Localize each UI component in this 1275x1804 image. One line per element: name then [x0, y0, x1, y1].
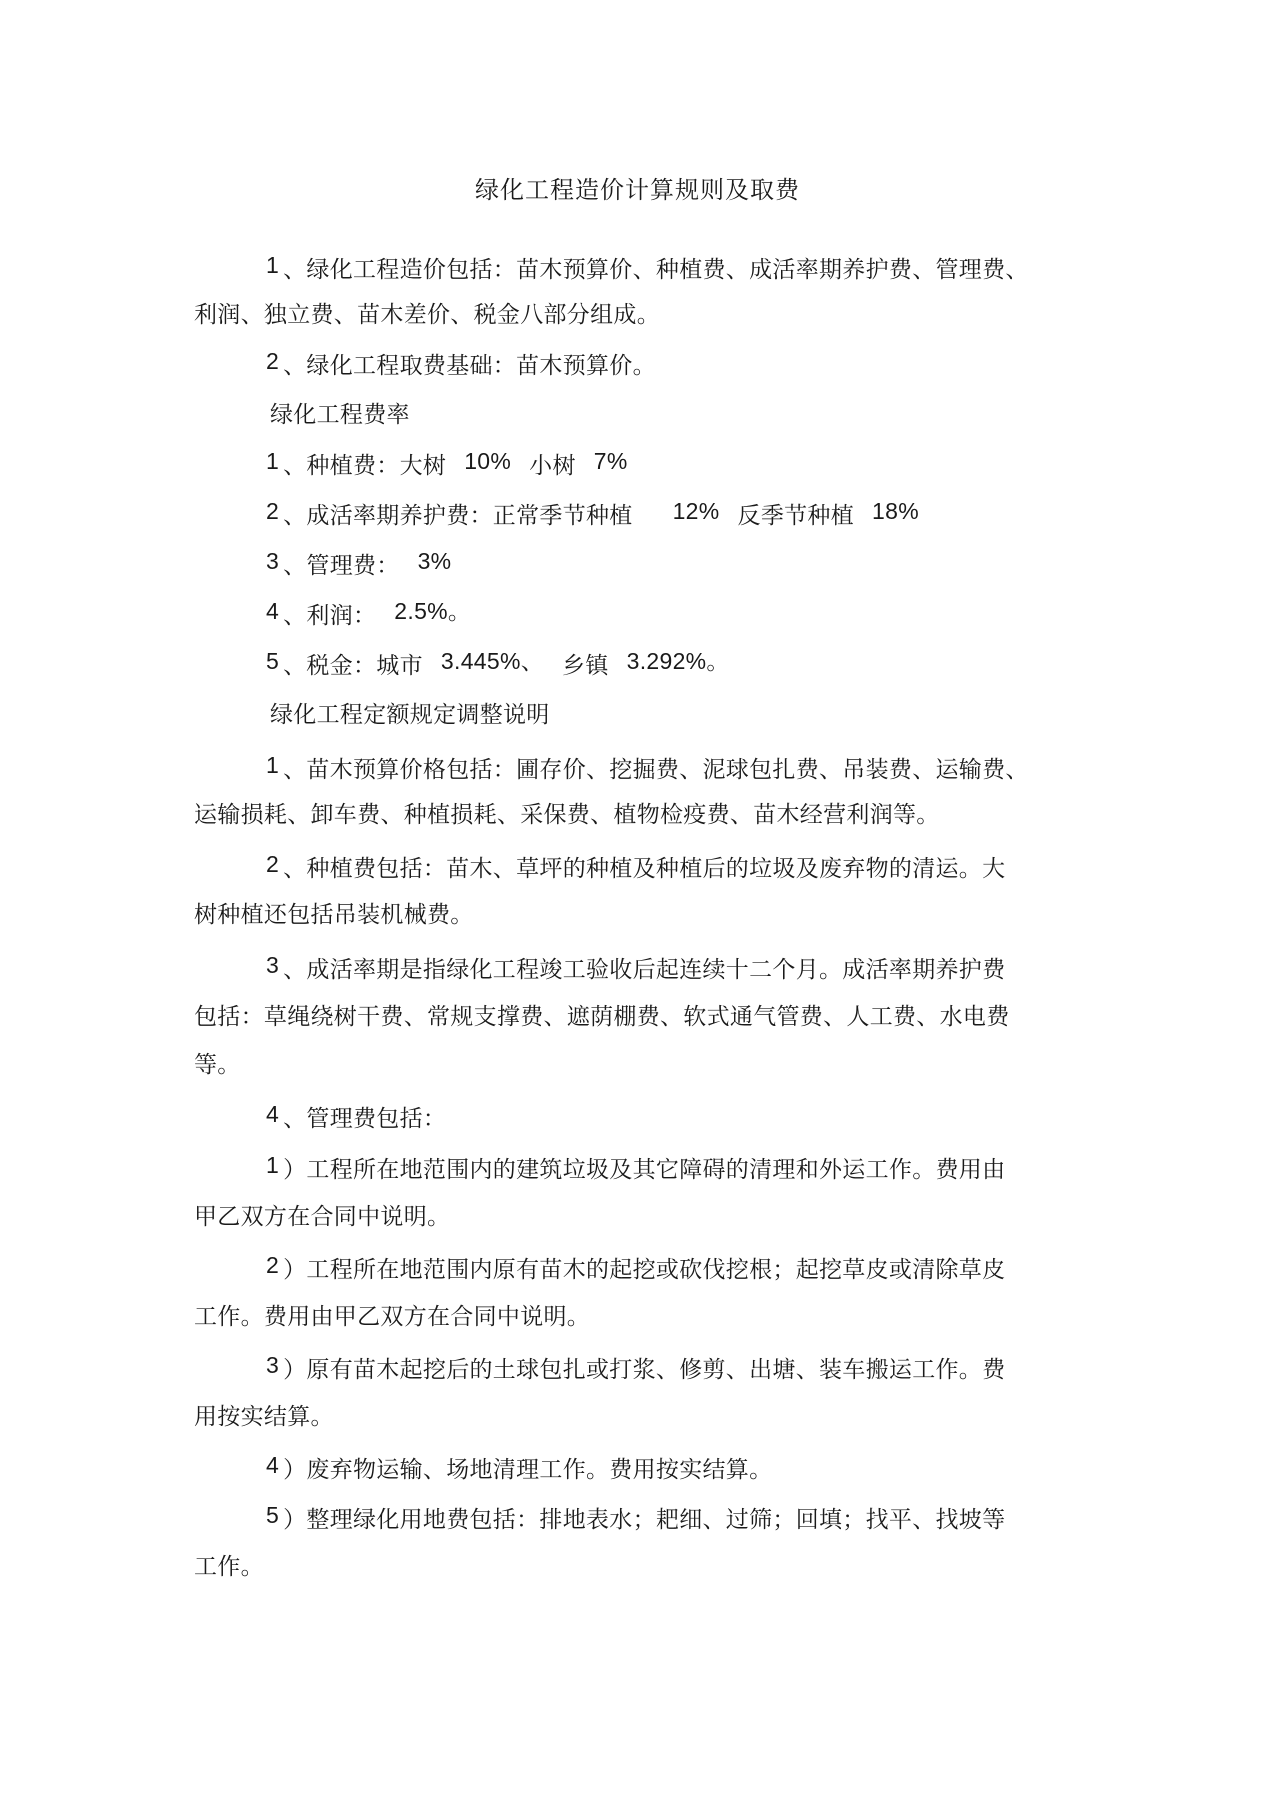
item-number: 3 — [266, 1352, 280, 1378]
adjust-item-1-continued: 运输损耗、卸车费、种植损耗、采保费、植物检疫费、苗木经营利润等。 — [194, 802, 940, 828]
rate-label: 反季节种植 — [737, 503, 855, 529]
item-text: ）工程所在地范围内原有苗木的起挖或砍伐挖根；起挖草皮或清除草皮 — [283, 1257, 1006, 1283]
intro-item-1 — [266, 254, 1029, 285]
item-text: 、管理费包括： — [283, 1106, 447, 1132]
item-text: ）废弃物运输、场地清理工作。费用按实结算。 — [283, 1457, 773, 1483]
item-text: 、绿化工程造价包括：苗木预算价、种植费、成活率期养护费、管理费、 — [283, 257, 1029, 283]
item-number: 4 — [266, 1452, 280, 1478]
item-number: 1 — [266, 1152, 280, 1178]
rate-value: 3.445%、 — [440, 648, 545, 674]
item-number: 3 — [266, 548, 280, 574]
item-number: 2 — [266, 348, 280, 374]
item-number: 1 — [266, 448, 280, 474]
adjust-item-3 — [266, 954, 1005, 985]
adjust-item-2 — [266, 853, 1005, 884]
rate-value: 3% — [417, 548, 452, 574]
management-sub-5 — [266, 1504, 1005, 1535]
item-text: 、绿化工程取费基础：苗木预算价。 — [283, 353, 656, 379]
rate-label: 乡镇 — [562, 653, 609, 679]
rate-value: 2.5%。 — [394, 598, 472, 624]
item-text: 、种植费包括：苗木、草坪的种植及种植后的垃圾及废弃物的清运。大 — [283, 856, 1006, 882]
adjust-item-2-continued: 树种植还包括吊装机械费。 — [194, 902, 474, 928]
item-number: 4 — [266, 1101, 280, 1127]
intro-item-1-continued: 利润、独立费、苗木差价、税金八部分组成。 — [194, 302, 660, 328]
management-sub-1 — [266, 1154, 1005, 1185]
item-number: 4 — [266, 598, 280, 624]
adjustments-heading: 绿化工程定额规定调整说明 — [270, 702, 550, 728]
adjust-item-3-continued: 包括：草绳绕树干费、常规支撑费、遮荫棚费、软式通气管费、人工费、水电费 — [194, 1004, 1010, 1030]
item-text: ）整理绿化用地费包括：排地表水；耙细、过筛；回填；找平、找坡等 — [283, 1507, 1006, 1533]
management-sub-2 — [266, 1254, 1005, 1285]
item-number: 3 — [266, 952, 280, 978]
rate-label: 、成活率期养护费：正常季节种植 — [283, 503, 633, 529]
management-sub-3-continued: 用按实结算。 — [194, 1404, 334, 1430]
item-text: 、苗木预算价格包括：圃存价、挖掘费、泥球包扎费、吊装费、运输费、 — [283, 757, 1029, 783]
document-title: 绿化工程造价计算规则及取费 — [475, 176, 800, 204]
management-sub-2-continued: 工作。费用由甲乙双方在合同中说明。 — [194, 1304, 591, 1330]
rate-profit — [266, 600, 471, 631]
rate-value: 7% — [593, 448, 628, 474]
item-text: ）工程所在地范围内的建筑垃圾及其它障碍的清理和外运工作。费用由 — [283, 1157, 1006, 1183]
item-number: 1 — [266, 752, 280, 778]
item-number: 2 — [266, 498, 280, 524]
rate-maintenance — [266, 500, 919, 531]
management-sub-1-continued: 甲乙双方在合同中说明。 — [194, 1204, 451, 1230]
rate-label: 、税金：城市 — [283, 653, 423, 679]
adjust-item-1 — [266, 754, 1029, 785]
rate-tax — [266, 650, 730, 681]
item-number: 1 — [266, 252, 280, 278]
item-text: 、成活率期是指绿化工程竣工验收后起连续十二个月。成活率期养护费 — [283, 957, 1006, 983]
rate-planting — [266, 450, 628, 481]
item-number: 5 — [266, 1502, 280, 1528]
adjust-item-4 — [266, 1103, 446, 1134]
item-text: ）原有苗木起挖后的土球包扎或打浆、修剪、出塘、装车搬运工作。费 — [283, 1357, 1006, 1383]
rates-heading: 绿化工程费率 — [270, 402, 410, 428]
intro-item-2 — [266, 350, 656, 381]
rate-value: 18% — [872, 498, 919, 524]
rate-label: 、利润： — [283, 603, 377, 629]
management-sub-4 — [266, 1454, 772, 1485]
rate-label: 、种植费：大树 — [283, 453, 447, 479]
rate-value: 12% — [672, 498, 720, 524]
item-number: 5 — [266, 648, 280, 674]
rate-label: 、管理费： — [283, 553, 400, 579]
rate-value: 10% — [464, 448, 512, 474]
rate-management — [266, 550, 451, 581]
adjust-item-3-continued: 等。 — [194, 1052, 241, 1078]
rate-value: 3.292%。 — [626, 648, 730, 674]
management-sub-3 — [266, 1354, 1005, 1385]
management-sub-5-continued: 工作。 — [194, 1554, 264, 1580]
item-number: 2 — [266, 1252, 280, 1278]
item-number: 2 — [266, 851, 280, 877]
rate-label: 小树 — [529, 453, 576, 479]
